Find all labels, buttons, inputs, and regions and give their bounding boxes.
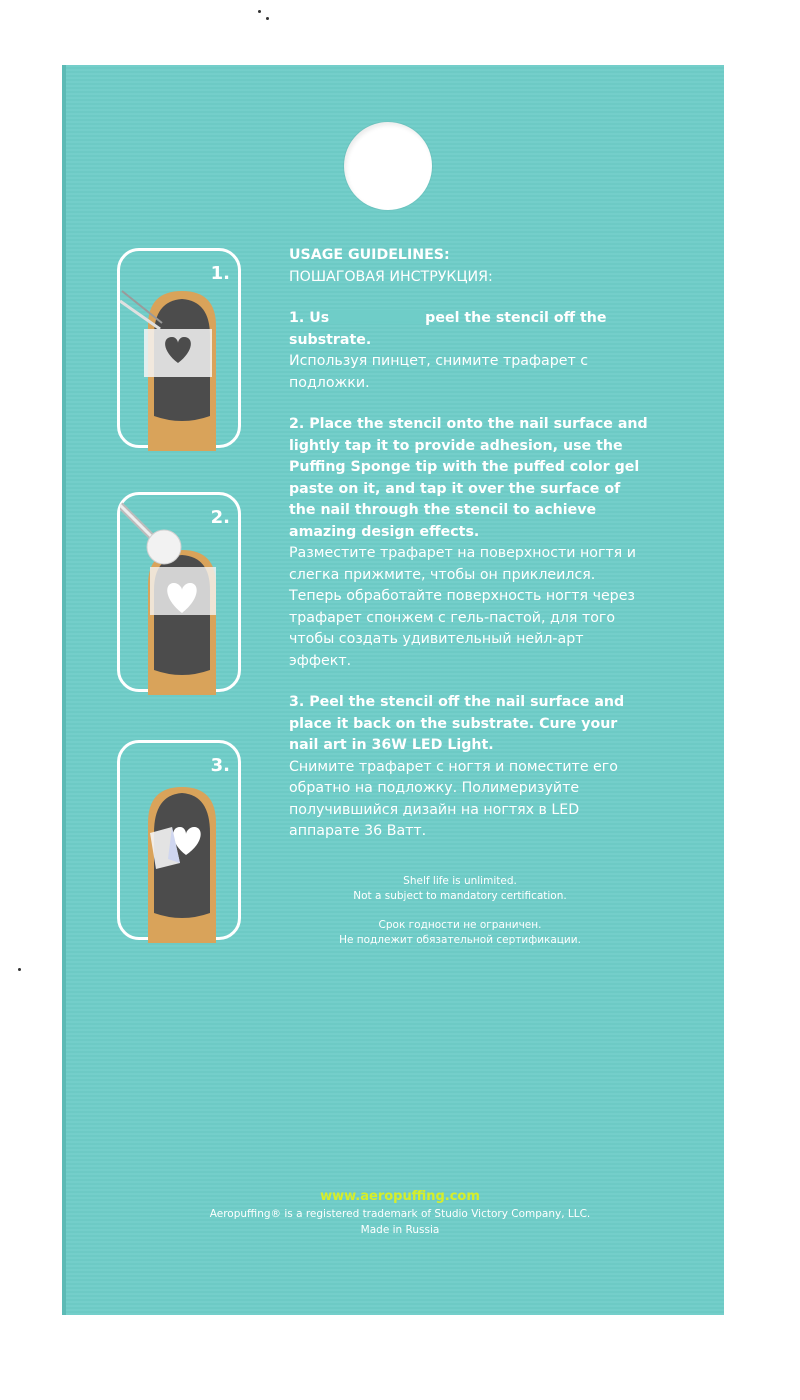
hang-hole (344, 122, 432, 210)
step-1-en-start: 1. Us (289, 310, 330, 326)
step-1-illustration (117, 248, 241, 448)
step-2-number: 2. (210, 507, 230, 528)
step-2-ru: Разместите трафарет на поверхности ногтя и слегка прижмите, чтобы он приклеился. Теперь обработайте поверхность ногтя через трафарет спонжем с гель-пастой, для того чтобы создать удивительный нейл-арт эффект. (289, 545, 636, 669)
step-1-en (289, 308, 649, 351)
instructions-text (289, 245, 649, 863)
covered-text (329, 310, 425, 324)
step-3-illustration (117, 740, 241, 940)
dust-speck (266, 17, 269, 20)
certification-en: Not a subject to mandatory certification. (353, 890, 567, 902)
dust-speck (258, 10, 261, 13)
nail-sponge-icon (120, 495, 244, 695)
trademark-text: Aeropuffing® is a registered trademark of Studio Victory Company, LLC. (209, 1208, 591, 1220)
website-link[interactable]: www.aeropuffing.com (320, 1189, 480, 1204)
heading-ru: ПОШАГОВАЯ ИНСТРУКЦИЯ: (289, 268, 493, 285)
heading-en: USAGE GUIDELINES: (289, 247, 450, 263)
footer (160, 1188, 640, 1238)
shelf-life-ru: Срок годности не ограничен. (378, 919, 542, 931)
step-3-en: 3. Peel the stencil off the nail surface and place it back on the substrate. Cure your nail art in 36W LED Light. (289, 694, 625, 753)
step-1-ru: Используя пинцет, снимите трафарет с подложки. (289, 353, 589, 391)
step-2-en: 2. Place the stencil onto the nail surface and lightly tap it to provide adhesion, use the Puffing Sponge tip with the puffed color gel paste on it, and tap it over the surface of the nail through the stencil to achieve amazing design effects. (289, 416, 648, 540)
made-in-text: Made in Russia (360, 1224, 440, 1236)
step-3-ru: Снимите трафарет с ногтя и поместите его обратно на подложку. Полимеризуйте получившийся дизайн на ногтях в LED аппарате 36 Ватт. (289, 758, 618, 839)
notes-ru (300, 918, 620, 948)
step-1-number: 1. (210, 263, 230, 284)
step-3-number: 3. (210, 755, 230, 776)
dust-speck (18, 968, 21, 971)
nail-peel-stencil-icon (120, 743, 244, 943)
shelf-life-en: Shelf life is unlimited. (403, 875, 517, 887)
step-2-illustration (117, 492, 241, 692)
step-1-en-end: peel the stencil off the substrate. (289, 310, 607, 348)
certification-ru: Не подлежит обязательной сертификации. (339, 934, 581, 946)
notes-en (300, 874, 620, 904)
nail-stencil-tweezers-icon (120, 251, 244, 451)
